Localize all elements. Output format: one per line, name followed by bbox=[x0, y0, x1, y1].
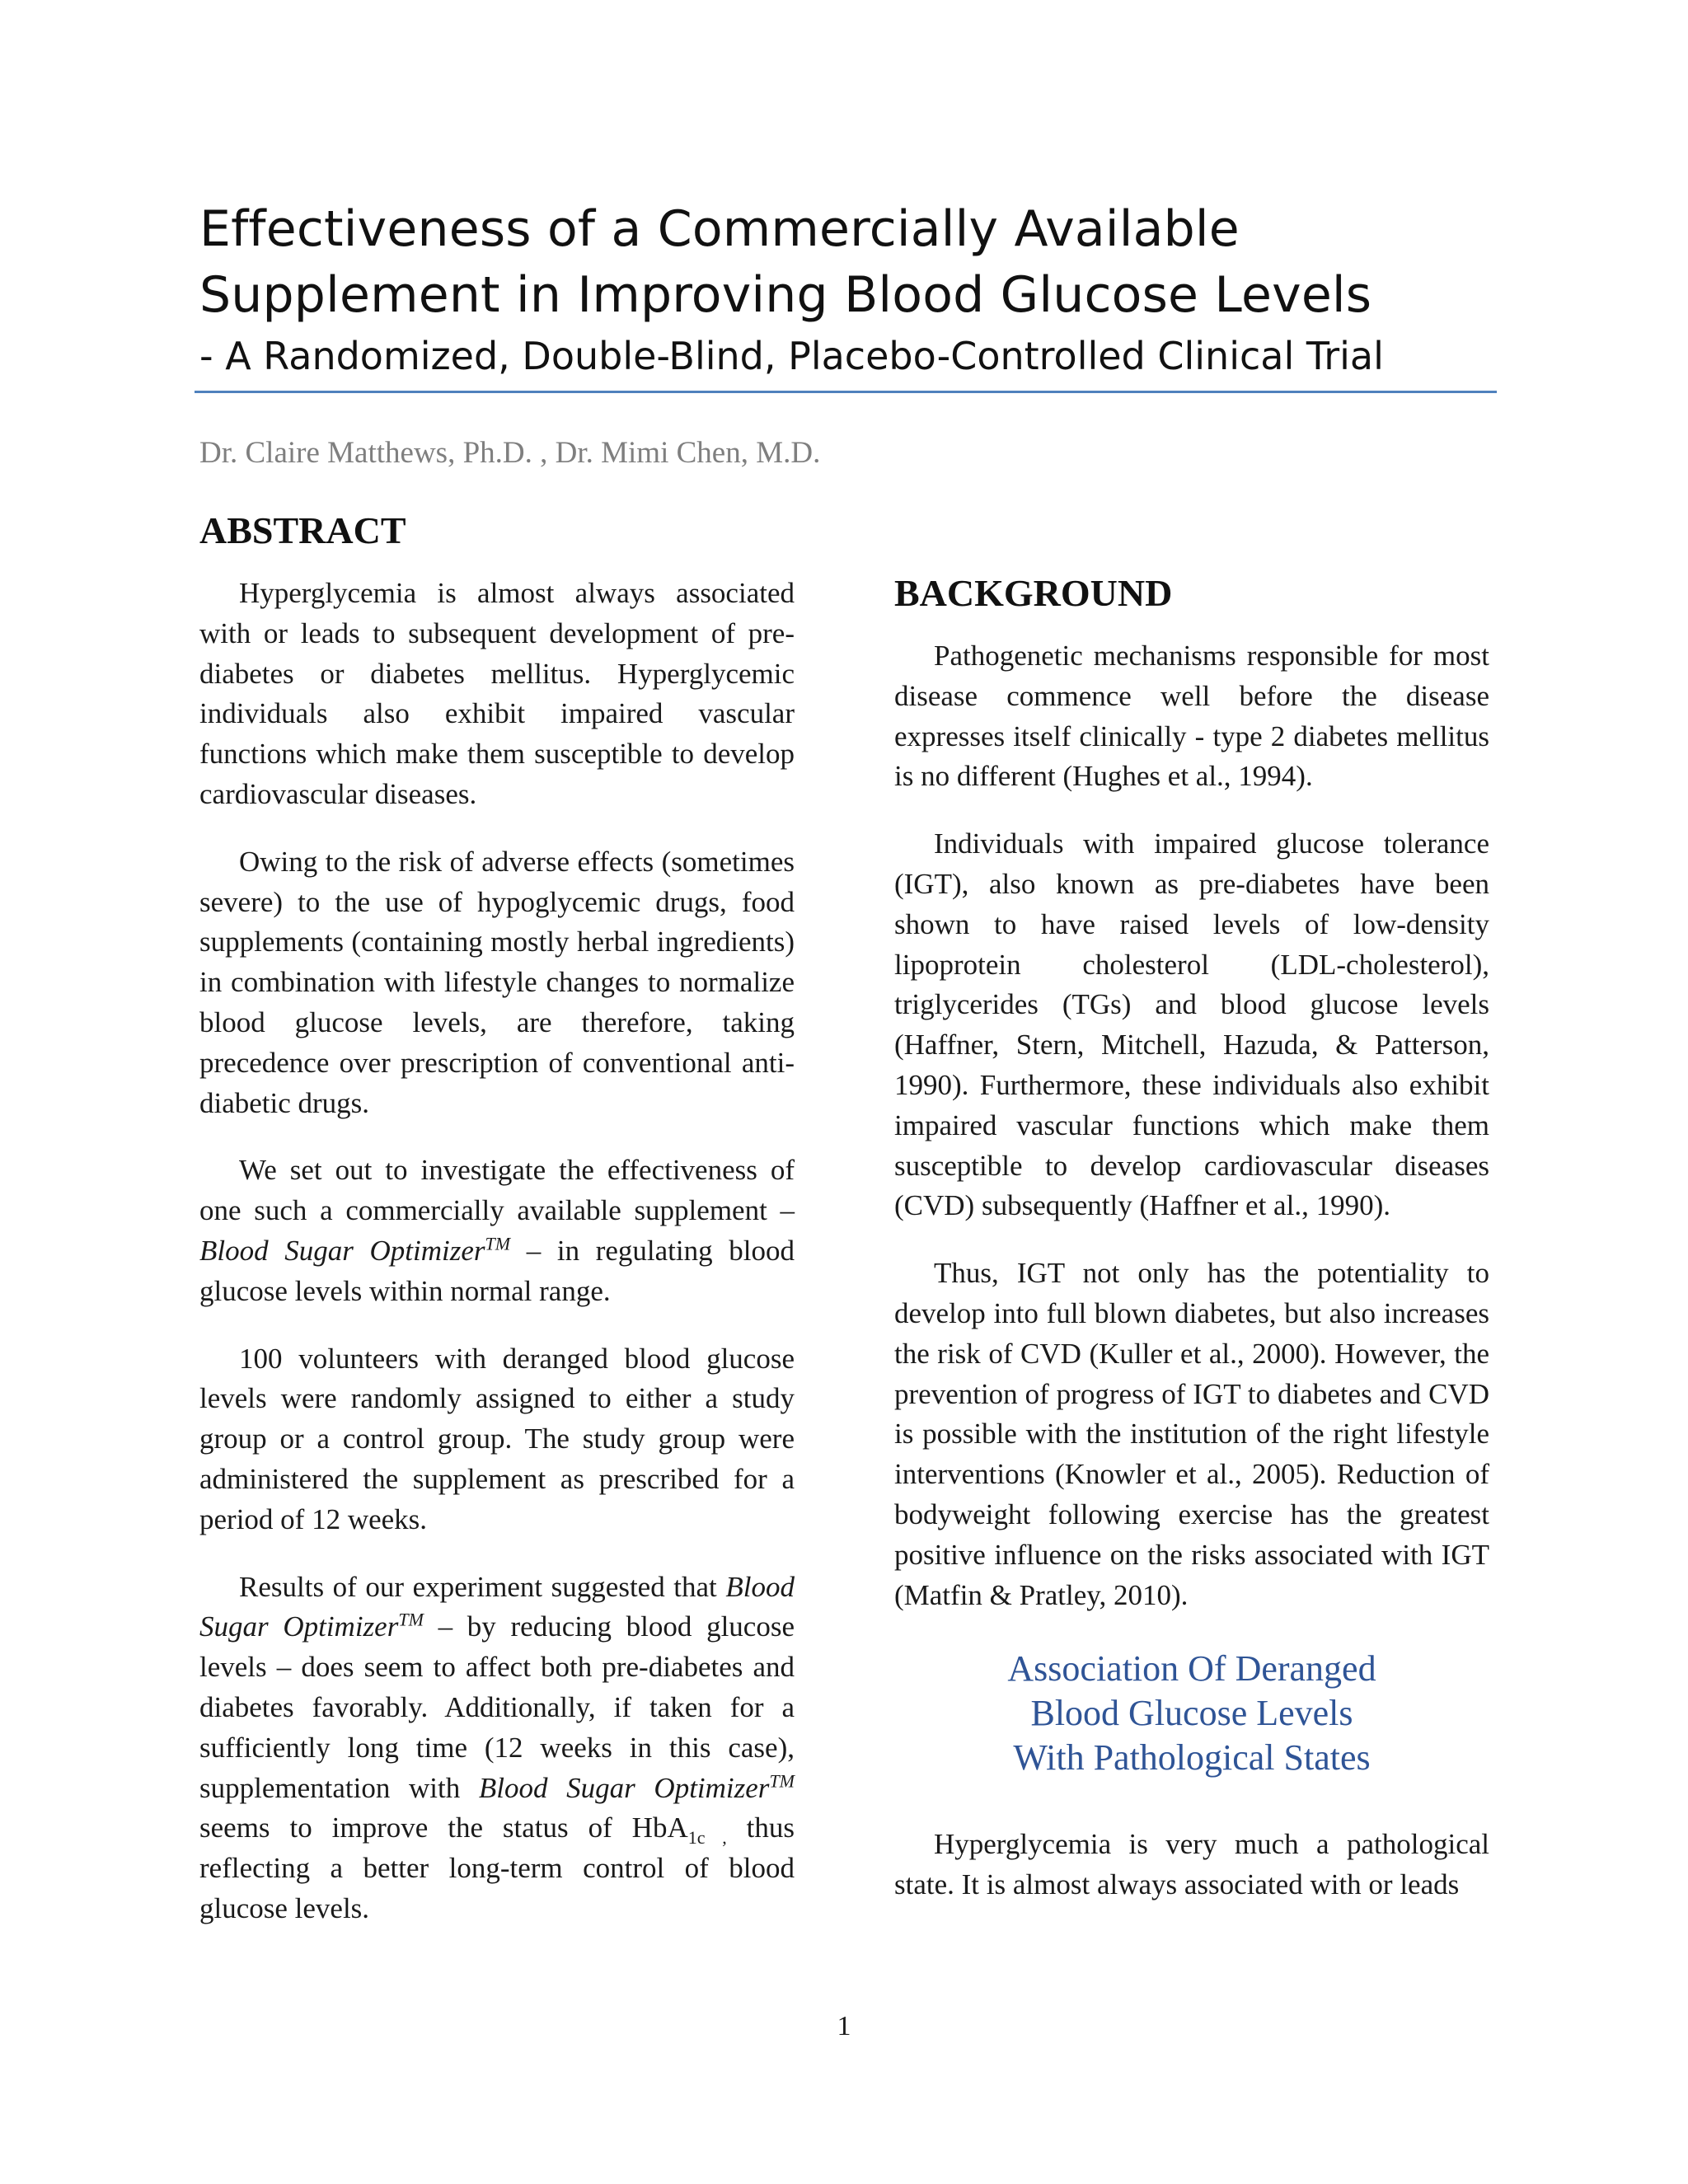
abstract-paragraph-5 bbox=[199, 1568, 795, 1929]
background-column bbox=[894, 569, 1489, 1933]
abstract-paragraph-4: 100 volunteers with deranged blood glucose levels were randomly assigned to either a study group or a control group. The study group were administered the supplement as prescribed for a period of 12 weeks. bbox=[199, 1342, 795, 1535]
abstract-p5-text-a: Results of our experiment suggested that bbox=[239, 1570, 726, 1603]
hba1c-subscript: 1c , bbox=[687, 1827, 727, 1849]
subtitle: - A Randomized, Double-Blind, Placebo-Controlled Clinical Trial bbox=[199, 334, 1384, 378]
abstract-p3-text-b: – in regulating blood glucose levels within normal range. bbox=[199, 1234, 795, 1307]
section-subheading bbox=[894, 1647, 1489, 1780]
title-line-1: Effectiveness of a Commercially Available bbox=[199, 200, 1240, 258]
abstract-paragraph-2: Owing to the risk of adverse effects (sometimes severe) to the use of hypoglycemic drugs, food supplements (containing mostly herbal ingredients) in combination with lifestyle changes to normalize blood glucose levels, are therefore, taking precedence over prescription of conventional anti-diabetic drugs. bbox=[199, 845, 795, 1119]
abstract-column bbox=[199, 506, 795, 1957]
subheading-line-1: Association Of Deranged bbox=[1007, 1648, 1376, 1690]
abstract-heading: ABSTRACT bbox=[199, 509, 406, 551]
trademark: TM bbox=[769, 1769, 795, 1791]
abstract-p3-text-a: We set out to investigate the effectiveness of one such a commercially available supplement – bbox=[199, 1154, 795, 1227]
background-paragraph-1: Pathogenetic mechanisms responsible for most disease commence well before the disease expresses itself clinically - type 2 diabetes mellitus is no different (Hughes et al., 1994). bbox=[894, 640, 1489, 793]
subheading-line-2: Blood Glucose Levels bbox=[1030, 1693, 1353, 1734]
authors: Dr. Claire Matthews, Ph.D. , Dr. Mimi Chen, M.D. bbox=[199, 436, 821, 470]
abstract-p5-text-d: thus reflecting a better long-term control of blood glucose levels. bbox=[199, 1811, 795, 1924]
abstract-p5-text-b: – by reducing blood glucose levels – does seem to affect both pre-diabetes and diabetes favorably. Additionally, if taken for a sufficiently long time (12 weeks in this case), supplementation with bbox=[199, 1610, 795, 1804]
background-heading: BACKGROUND bbox=[894, 572, 1173, 614]
abstract-paragraph-1: Hyperglycemia is almost always associated with or leads to subsequent development of pre-diabetes or diabetes mellitus. Hyperglycemic individuals also exhibit impaired vascular functions which make them susceptible to develop cardiovascular diseases. bbox=[199, 577, 795, 810]
product-name: Blood Sugar Optimizer bbox=[199, 1234, 485, 1267]
title-block bbox=[199, 196, 1498, 384]
page-number: 1 bbox=[837, 2011, 851, 2041]
abstract-paragraph-3 bbox=[199, 1151, 795, 1311]
product-name: Blood Sugar Optimizer bbox=[478, 1771, 770, 1804]
background-paragraph-4: Hyperglycemia is very much a pathological state. It is almost always associated with or leads bbox=[894, 1828, 1489, 1901]
background-paragraph-2: Individuals with impaired glucose tolerance (IGT), also known as pre-diabetes have been shown to have raised levels of low-density lipoprotein cholesterol (LDL-cholesterol), triglycerides (TGs) and blood glucose levels (Haffner, Stern, Mitchell, Hazuda, & Patterson, 1990). Furthermore, these individuals also exhibit impaired vascular functions which make them susceptible to develop cardiovascular diseases (CVD) subsequently (Haffner et al., 1990). bbox=[894, 827, 1489, 1222]
trademark: TM bbox=[485, 1233, 511, 1254]
trademark: TM bbox=[398, 1609, 424, 1630]
title-divider bbox=[195, 391, 1497, 393]
abstract-p5-text-c: seems to improve the status of HbA bbox=[199, 1811, 688, 1844]
title-line-2: Supplement in Improving Blood Glucose Levels bbox=[199, 266, 1372, 324]
subheading-line-3: With Pathological States bbox=[1013, 1737, 1371, 1779]
background-paragraph-3: Thus, IGT not only has the potentiality to develop into full blown diabetes, but also increases the risk of CVD (Kuller et al., 2000). However, the prevention of progress of IGT to diabetes and CVD is possible with the institution of the right lifestyle interventions (Knowler et al., 2005). Reduction of bodyweight following exercise has the greatest positive influence on the risks associated with IGT (Matfin & Pratley, 2010). bbox=[894, 1257, 1489, 1611]
product-name: Blood Sugar Optimizer bbox=[199, 1570, 795, 1643]
